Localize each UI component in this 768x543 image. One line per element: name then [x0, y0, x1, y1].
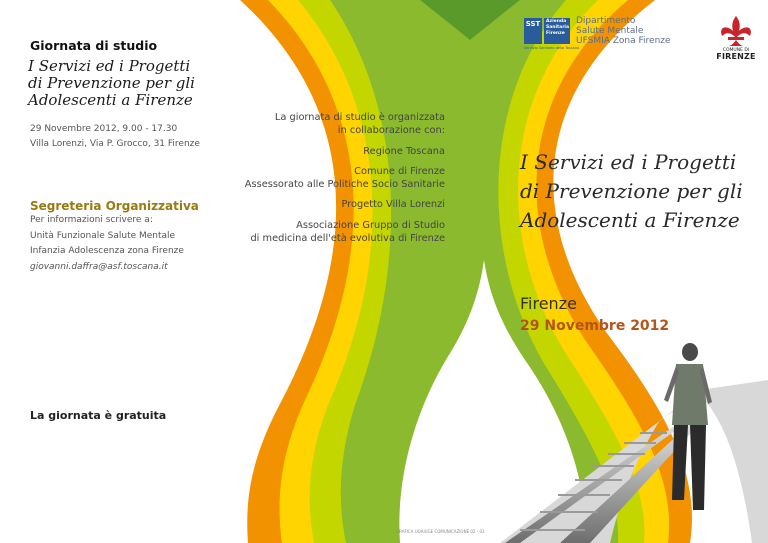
department-name: [576, 16, 671, 46]
partner-line: Associazione Gruppo di Studio: [296, 219, 445, 231]
secretariat-email[interactable]: giovanni.daffra@asf.toscana.it: [30, 261, 168, 272]
secretariat-line: Per informazioni scrivere a:: [30, 215, 153, 225]
cover-title-line: Adolescenti a Firenze: [520, 208, 740, 232]
left-title-line: I Servizi ed i Progetti: [28, 57, 191, 75]
department-line: Dipartimento: [576, 16, 636, 26]
organizers-list: [245, 111, 445, 245]
sst-logo-line: Sanitaria: [546, 25, 570, 30]
partner-line: Progetto Villa Lorenzi: [341, 199, 445, 211]
secretariat-line: Infanzia Adolescenza zona Firenze: [30, 246, 184, 256]
cover-title-line: I Servizi ed i Progetti: [520, 150, 737, 174]
sst-logo-line: Firenze: [546, 31, 565, 36]
cover-title: [520, 148, 760, 235]
left-title-line: Adolescenti a Firenze: [28, 91, 193, 109]
event-date: 29 Novembre 2012, 9.00 - 17.30: [30, 124, 178, 134]
event-venue: Villa Lorenzi, Via P. Grocco, 31 Firenze: [30, 139, 200, 149]
cover-city: Firenze: [520, 294, 577, 313]
cover-title-line: di Prevenzione per gli: [520, 179, 743, 203]
comune-logo-label: COMUNE DI: [722, 48, 750, 53]
cover-date: 29 Novembre 2012: [520, 318, 670, 334]
print-code: GRAFICA UOAIUGE COMUNICAZIONE 02 - 03: [396, 529, 485, 534]
organizers-intro-line: La giornata di studio è organizzata: [274, 112, 445, 123]
secretariat-heading: Segreteria Organizzativa: [30, 199, 199, 213]
partner-line: Comune di Firenze: [354, 165, 445, 177]
event-type-heading: Giornata di studio: [30, 38, 158, 53]
secretariat-info: [30, 213, 184, 275]
secretariat-line: Unità Funzionale Salute Mentale: [30, 230, 176, 241]
sst-logo-mark: SST: [524, 18, 542, 44]
partner-line: di medicina dell'età evolutiva di Firenze: [250, 233, 445, 245]
left-title-line: di Prevenzione per gli: [28, 74, 195, 92]
department-line: UFSMIA Zona Firenze: [576, 36, 671, 46]
sst-logo-name: [544, 18, 570, 44]
sst-logo: [524, 18, 580, 52]
free-admission-label: La giornata è gratuita: [30, 409, 167, 422]
comune-logo-text: [712, 48, 760, 60]
partner-line: Assessorato alle Politiche Socio Sanitarie: [244, 179, 445, 191]
sst-logo-subtitle: Servizio Sanitario della Toscana: [524, 46, 580, 50]
department-line: Salute Mentale: [576, 26, 644, 36]
sst-logo-line: Azienda: [546, 19, 567, 24]
comune-logo-name: FIRENZE: [716, 52, 756, 61]
partner-line: Regione Toscana: [363, 145, 445, 157]
organizers-intro-line: in collaborazione con:: [337, 125, 445, 137]
event-date-venue: [30, 122, 200, 152]
left-title: [28, 58, 228, 109]
comune-logo: [712, 16, 760, 62]
